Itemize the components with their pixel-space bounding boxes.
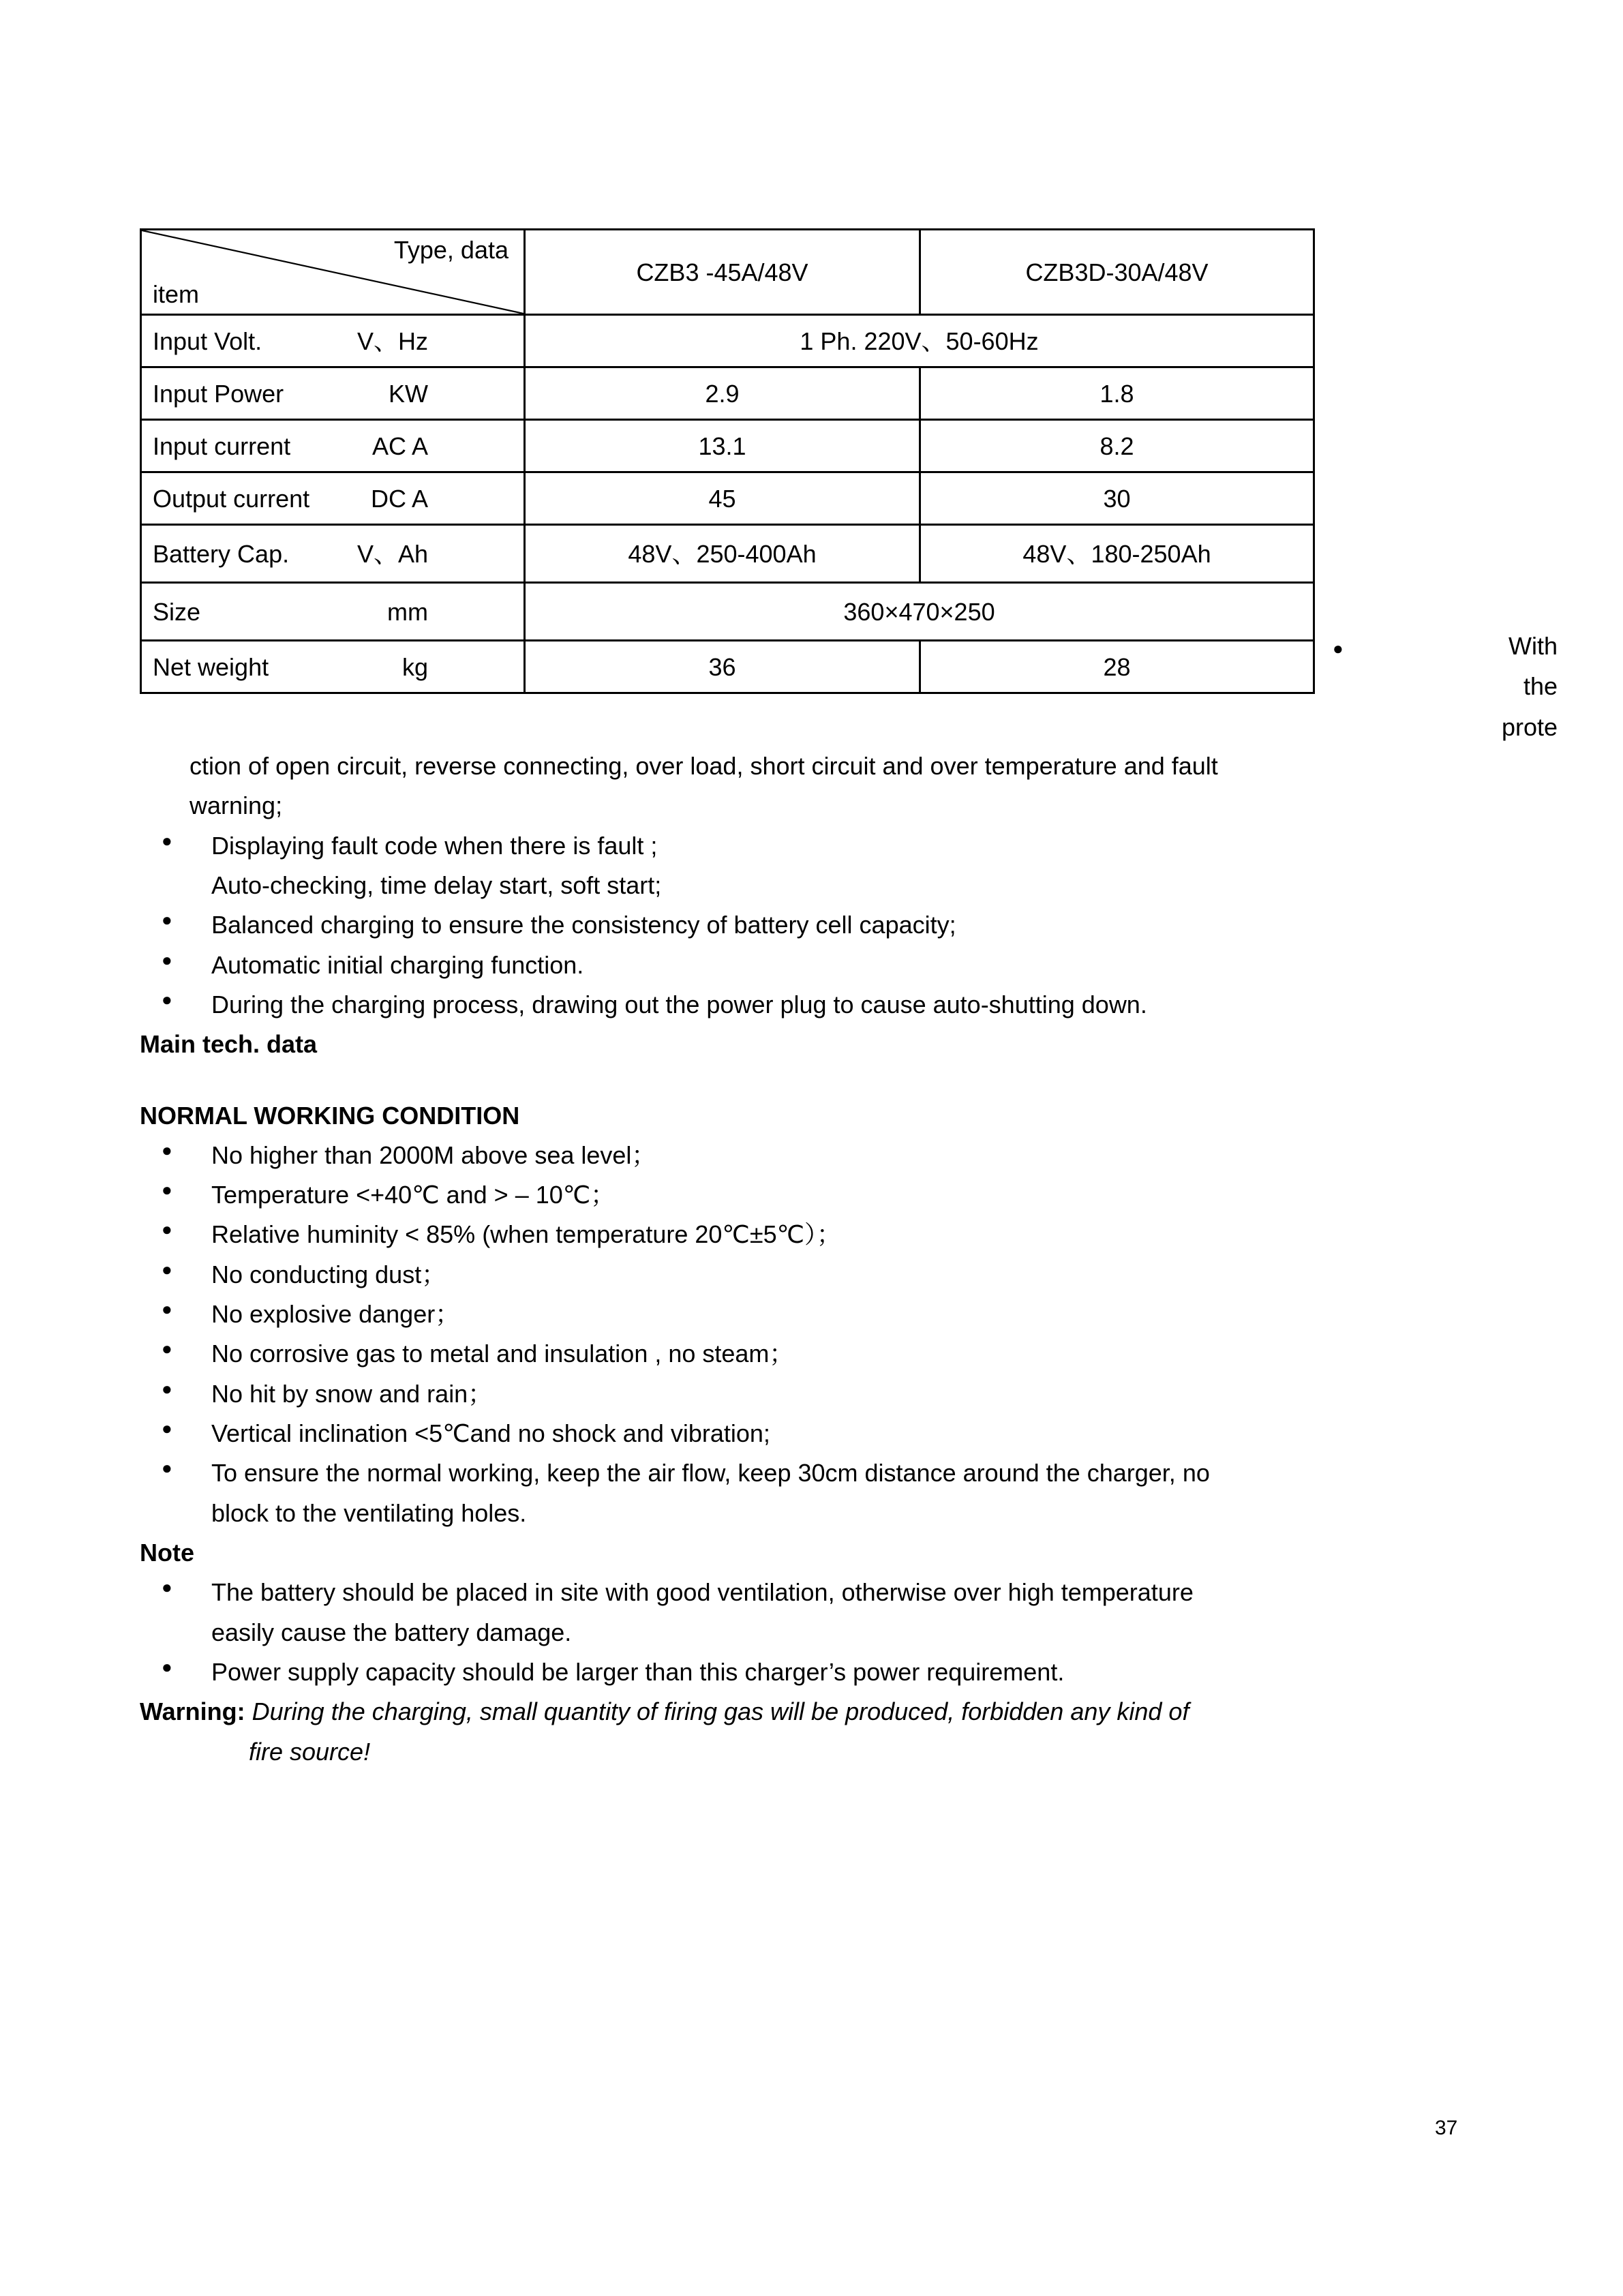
bullet-icon: ● bbox=[162, 1577, 172, 1598]
bullet-icon: ● bbox=[162, 1656, 172, 1677]
row-value-input-power-b: 1.8 bbox=[920, 367, 1314, 420]
bullet-icon: ● bbox=[162, 1139, 172, 1160]
list-item bbox=[140, 1453, 1486, 1533]
list-item-label: Vertical inclination <5℃and no shock and vibration; bbox=[211, 1419, 770, 1447]
list-item bbox=[140, 1414, 1486, 1453]
header-type-data-label: Type, data bbox=[393, 236, 509, 264]
spacer bbox=[140, 1065, 1486, 1096]
table-row bbox=[141, 641, 1314, 693]
row-value-battery-cap-a: 48V、250-400Ah bbox=[525, 525, 920, 583]
list-item bbox=[140, 826, 1486, 906]
list-item-label: Automatic initial charging function. bbox=[211, 950, 584, 979]
list-item-label: No corrosive gas to metal and insulation , no steam； bbox=[211, 1340, 794, 1368]
list-item-label: Balanced charging to ensure the consistency of battery cell capacity; bbox=[211, 911, 956, 939]
spec-table-container bbox=[140, 228, 1307, 694]
warning-text-cont: fire source! bbox=[249, 1737, 371, 1766]
bullet-icon: ● bbox=[162, 1219, 172, 1240]
row-label-input-power: Input Power KW bbox=[141, 367, 525, 420]
section-heading-normal-working-condition: NORMAL WORKING CONDITION bbox=[140, 1101, 520, 1130]
bullet-icon: ● bbox=[1333, 638, 1344, 659]
list-item bbox=[140, 946, 1486, 985]
row-value-output-current-a: 45 bbox=[525, 472, 920, 525]
diagonal-header-cell bbox=[141, 230, 525, 315]
list-item bbox=[140, 1652, 1486, 1692]
row-value-battery-cap-b: 48V、180-250Ah bbox=[920, 525, 1314, 583]
row-value-input-current-a: 13.1 bbox=[525, 420, 920, 472]
list-item-label: No hit by snow and rain； bbox=[211, 1379, 493, 1408]
bullet-icon: ● bbox=[162, 1258, 172, 1280]
row-value-size: 360×470×250 bbox=[525, 583, 1314, 641]
bullet-icon: ● bbox=[162, 988, 172, 1010]
page-number: 37 bbox=[1435, 2117, 1458, 2139]
list-item-label: To ensure the normal working, keep the air flow, keep 30cm distance around the charger, no bbox=[211, 1459, 1210, 1487]
feature-list bbox=[140, 826, 1486, 1025]
table-row bbox=[141, 367, 1314, 420]
document-body bbox=[140, 746, 1486, 1772]
bullet-icon: ● bbox=[162, 830, 172, 851]
bullet-icon: ● bbox=[162, 1299, 172, 1320]
list-item bbox=[140, 905, 1486, 945]
list-item-subline: Auto-checking, time delay start, soft start; bbox=[211, 871, 662, 899]
list-item bbox=[140, 1573, 1486, 1652]
row-label-output-current: Output current DC A bbox=[141, 472, 525, 525]
list-item bbox=[140, 1175, 1486, 1215]
note-list bbox=[140, 1573, 1486, 1692]
row-value-input-current-b: 8.2 bbox=[920, 420, 1314, 472]
table-row bbox=[141, 420, 1314, 472]
list-item bbox=[140, 1136, 1486, 1175]
table-row bbox=[141, 525, 1314, 583]
bullet-icon: ● bbox=[162, 1418, 172, 1438]
list-item bbox=[140, 1255, 1486, 1295]
wrapped-bullet-beside-table bbox=[1333, 626, 1558, 747]
list-item-label: No higher than 2000M above sea level； bbox=[211, 1141, 656, 1169]
working-condition-list bbox=[140, 1136, 1486, 1533]
row-label-net-weight: Net weight kg bbox=[141, 641, 525, 693]
row-label-input-volt: Input Volt. V、Hz bbox=[141, 315, 525, 367]
side-float-line-1: With bbox=[1508, 632, 1558, 660]
bullet-icon: ● bbox=[162, 1179, 172, 1200]
side-float-line-3: prote bbox=[1501, 712, 1558, 741]
table-row bbox=[141, 315, 1314, 367]
row-value-net-weight-a: 36 bbox=[525, 641, 920, 693]
warning-text: During the charging, small quantity of firing gas will be produced, forbidden any kind of bbox=[252, 1697, 1189, 1726]
row-value-output-current-b: 30 bbox=[920, 472, 1314, 525]
row-value-net-weight-b: 28 bbox=[920, 641, 1314, 693]
list-item bbox=[140, 1374, 1486, 1414]
bullet-icon: ● bbox=[162, 1378, 172, 1399]
warning-block bbox=[140, 1692, 1486, 1772]
row-value-input-power-a: 2.9 bbox=[525, 367, 920, 420]
row-label-input-current: Input current AC A bbox=[141, 420, 525, 472]
table-header-row bbox=[141, 230, 1314, 315]
list-item-label: During the charging process, drawing out the power plug to cause auto-shutting down. bbox=[211, 990, 1147, 1018]
list-item-label-cont: block to the ventilating holes. bbox=[211, 1498, 527, 1527]
section-heading-main-tech-data: Main tech. data bbox=[140, 1030, 318, 1059]
row-value-input-volt: 1 Ph. 220V、50-60Hz bbox=[525, 315, 1314, 367]
table-row bbox=[141, 472, 1314, 525]
bullet-icon: ● bbox=[162, 1338, 172, 1359]
list-item bbox=[140, 1215, 1486, 1254]
row-label-size: Size mm bbox=[141, 583, 525, 641]
bullet-icon: ● bbox=[162, 1457, 172, 1479]
bullet-icon: ● bbox=[162, 949, 172, 970]
section-heading-note: Note bbox=[140, 1538, 194, 1567]
continuation-line-2: warning; bbox=[189, 791, 283, 820]
spec-table bbox=[140, 228, 1315, 694]
table-row bbox=[141, 583, 1314, 641]
list-item bbox=[140, 1334, 1486, 1374]
list-item-label: Power supply capacity should be larger than this charger’s power requirement. bbox=[211, 1657, 1065, 1686]
list-item-label: The battery should be placed in site with good ventilation, otherwise over high temperature bbox=[211, 1578, 1194, 1607]
list-item-label: Temperature <+40℃ and > – 10℃； bbox=[211, 1181, 616, 1209]
list-item-label: Displaying fault code when there is fault ; bbox=[211, 831, 658, 860]
side-float-line-2: the bbox=[1523, 672, 1558, 701]
list-item bbox=[140, 1295, 1486, 1334]
list-item-label: No explosive danger； bbox=[211, 1300, 460, 1329]
header-item-label: item bbox=[153, 280, 200, 308]
list-item-label: Relative huminity < 85% (when temperature 20℃±5℃）； bbox=[211, 1220, 842, 1249]
bullet-icon: ● bbox=[162, 909, 172, 931]
list-item bbox=[140, 985, 1486, 1025]
continuation-line-1: ction of open circuit, reverse connecting, over load, short circuit and over temperature and fault bbox=[189, 752, 1218, 780]
list-item-label: No conducting dust； bbox=[211, 1260, 446, 1288]
warning-label: Warning: bbox=[140, 1697, 245, 1726]
row-label-battery-cap: Battery Cap. V、Ah bbox=[141, 525, 525, 583]
header-model-b: CZB3D-30A/48V bbox=[920, 230, 1314, 315]
list-item-label-cont: easily cause the battery damage. bbox=[211, 1618, 572, 1646]
header-model-a: CZB3 -45A/48V bbox=[525, 230, 920, 315]
